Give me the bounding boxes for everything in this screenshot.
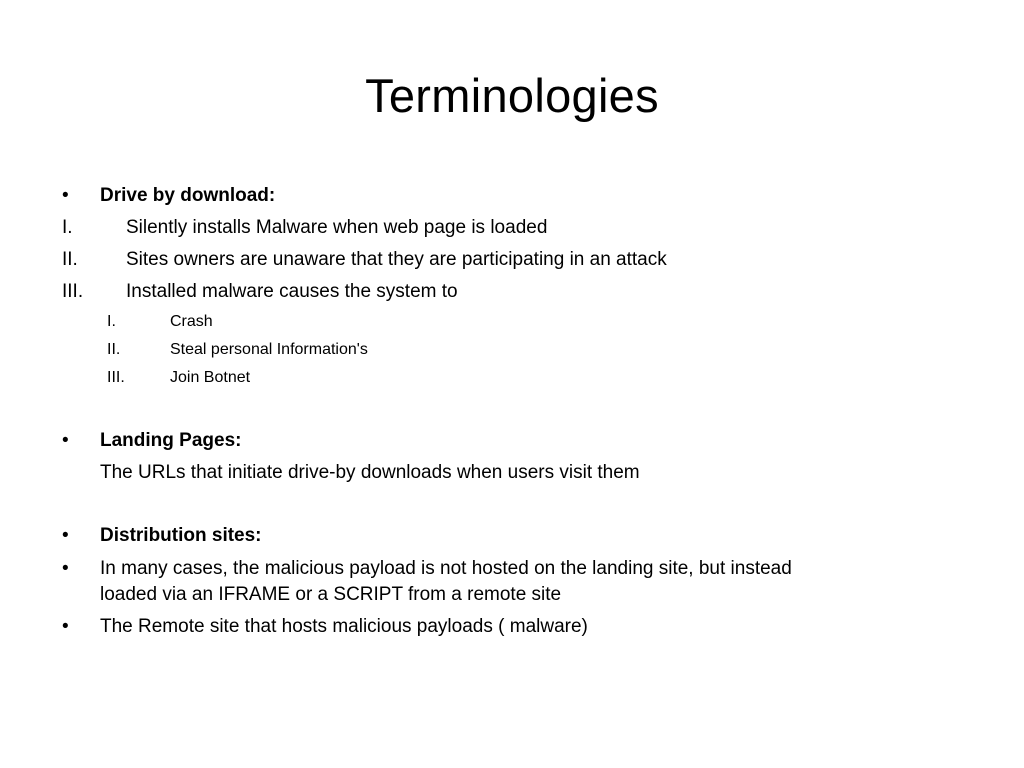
list-marker: III.	[62, 281, 84, 302]
distribution-point: The Remote site that hosts malicious payloads ( malware)	[100, 616, 588, 637]
list-marker: I.	[62, 217, 73, 238]
distribution-heading: Distribution sites:	[100, 525, 262, 546]
bullet-icon: •	[62, 525, 69, 546]
sub-list-marker: III.	[107, 369, 125, 386]
sub-list-marker: I.	[107, 313, 116, 330]
sub-list-item: Steal personal Information's	[170, 341, 368, 358]
bullet-icon: •	[62, 558, 69, 579]
list-marker: II.	[62, 249, 78, 270]
sub-list-item: Join Botnet	[170, 369, 251, 386]
sub-list-marker: II.	[107, 341, 121, 358]
bullet-icon: •	[62, 616, 69, 637]
bullet-icon: •	[62, 185, 69, 206]
distribution-point-line: loaded via an IFRAME or a SCRIPT from a remote site	[100, 584, 562, 605]
distribution-point-line: In many cases, the malicious payload is not hosted on the landing site, but instead	[100, 558, 792, 579]
drive-by-heading: Drive by download:	[100, 185, 276, 206]
landing-body: The URLs that initiate drive-by downloads when users visit them	[100, 462, 640, 483]
landing-heading: Landing Pages:	[100, 430, 242, 451]
slide-title: Terminologies	[365, 69, 659, 122]
sub-list-item: Crash	[170, 313, 213, 330]
list-item: Sites owners are unaware that they are participating in an attack	[126, 249, 667, 270]
list-item: Installed malware causes the system to	[126, 281, 458, 302]
bullet-icon: •	[62, 430, 69, 451]
list-item: Silently installs Malware when web page is loaded	[126, 217, 548, 238]
